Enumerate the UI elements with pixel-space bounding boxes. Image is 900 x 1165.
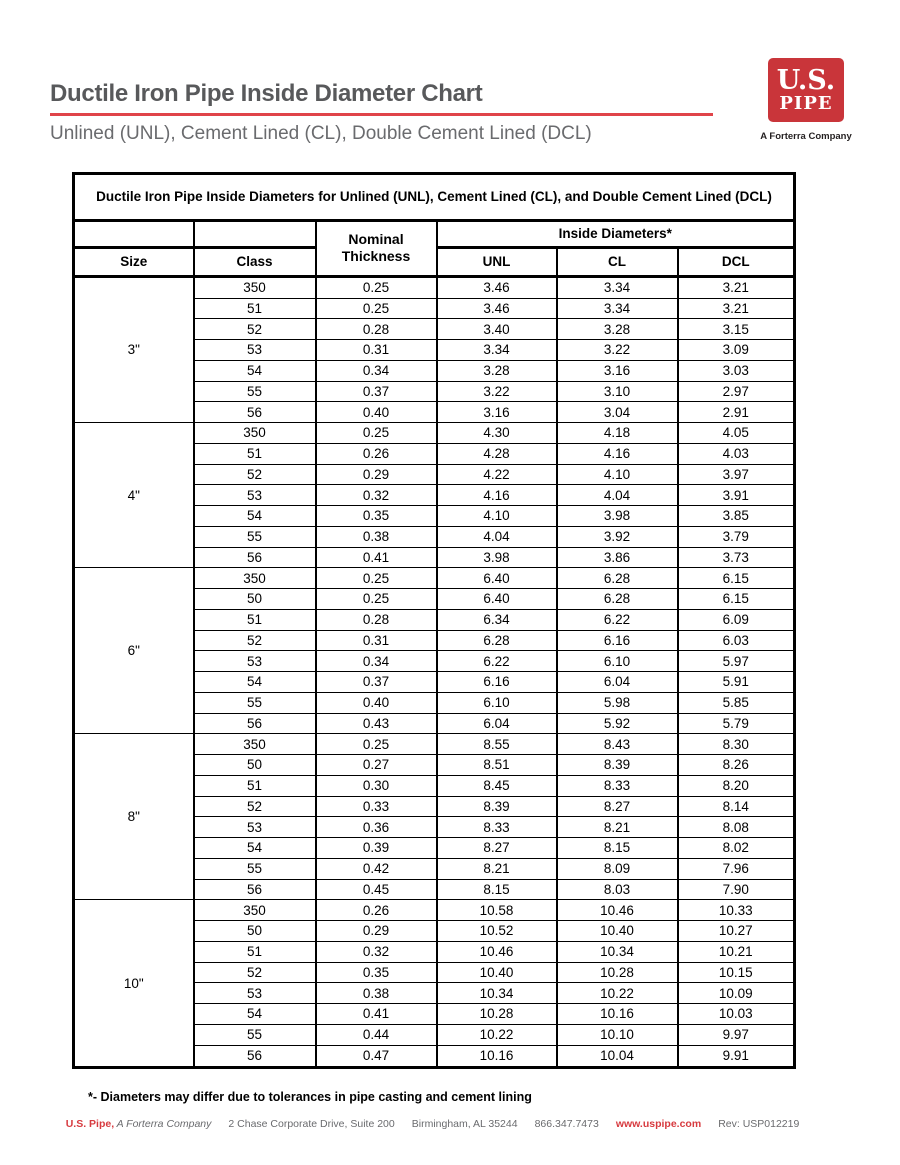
- thickness-cell: 0.42: [316, 858, 437, 879]
- unl-cell: 3.34: [437, 340, 557, 361]
- class-cell: 50: [194, 755, 316, 776]
- cl-cell: 6.16: [557, 630, 678, 651]
- unl-cell: 3.98: [437, 547, 557, 568]
- class-cell: 54: [194, 672, 316, 693]
- cl-cell: 3.34: [557, 298, 678, 319]
- unl-cell: 3.28: [437, 360, 557, 381]
- size-cell: 6": [74, 568, 194, 734]
- cl-cell: 10.28: [557, 962, 678, 983]
- thickness-cell: 0.26: [316, 900, 437, 921]
- dcl-cell: 3.73: [678, 547, 795, 568]
- title-rule: [50, 113, 713, 116]
- unl-cell: 8.39: [437, 796, 557, 817]
- dcl-cell: 4.05: [678, 423, 795, 444]
- class-cell: 55: [194, 526, 316, 547]
- unl-cell: 10.40: [437, 962, 557, 983]
- footnote: *- Diameters may differ due to tolerances in pipe casting and cement lining: [88, 1090, 532, 1104]
- class-cell: 54: [194, 360, 316, 381]
- header-nominal-thickness: Nominal Thickness: [316, 220, 437, 276]
- class-cell: 55: [194, 381, 316, 402]
- thickness-cell: 0.36: [316, 817, 437, 838]
- unl-cell: 6.16: [437, 672, 557, 693]
- unl-cell: 10.16: [437, 1045, 557, 1067]
- thickness-cell: 0.31: [316, 630, 437, 651]
- thickness-cell: 0.25: [316, 276, 437, 298]
- unl-cell: 4.30: [437, 423, 557, 444]
- class-cell: 54: [194, 1004, 316, 1025]
- unl-cell: 6.40: [437, 589, 557, 610]
- thickness-cell: 0.25: [316, 589, 437, 610]
- footer-website-link[interactable]: www.uspipe.com: [615, 1118, 702, 1130]
- dcl-cell: 3.21: [678, 276, 795, 298]
- class-cell: 350: [194, 900, 316, 921]
- class-cell: 56: [194, 713, 316, 734]
- thickness-cell: 0.28: [316, 609, 437, 630]
- thickness-cell: 0.25: [316, 568, 437, 589]
- cl-cell: 10.40: [557, 921, 678, 942]
- class-cell: 350: [194, 568, 316, 589]
- cl-cell: 6.22: [557, 609, 678, 630]
- class-cell: 350: [194, 734, 316, 755]
- thickness-cell: 0.38: [316, 526, 437, 547]
- cl-cell: 4.18: [557, 423, 678, 444]
- header-cl: CL: [557, 247, 678, 276]
- thickness-cell: 0.27: [316, 755, 437, 776]
- class-cell: 56: [194, 402, 316, 423]
- thickness-cell: 0.30: [316, 775, 437, 796]
- thickness-cell: 0.25: [316, 298, 437, 319]
- unl-cell: 4.28: [437, 443, 557, 464]
- class-cell: 350: [194, 276, 316, 298]
- unl-cell: 3.22: [437, 381, 557, 402]
- footer-company-suffix: A Forterra Company: [114, 1118, 212, 1130]
- thickness-cell: 0.44: [316, 1024, 437, 1045]
- unl-cell: 4.04: [437, 526, 557, 547]
- thickness-cell: 0.38: [316, 983, 437, 1004]
- class-cell: 55: [194, 858, 316, 879]
- class-cell: 55: [194, 692, 316, 713]
- dcl-cell: 3.91: [678, 485, 795, 506]
- header-dcl: DCL: [678, 247, 795, 276]
- thickness-cell: 0.37: [316, 381, 437, 402]
- unl-cell: 3.46: [437, 276, 557, 298]
- table-body: [74, 276, 795, 1068]
- dcl-cell: 10.03: [678, 1004, 795, 1025]
- unl-cell: 8.51: [437, 755, 557, 776]
- dcl-cell: 3.79: [678, 526, 795, 547]
- class-cell: 55: [194, 1024, 316, 1045]
- thickness-cell: 0.32: [316, 941, 437, 962]
- class-cell: 54: [194, 506, 316, 527]
- unl-cell: 10.28: [437, 1004, 557, 1025]
- dcl-cell: 9.91: [678, 1045, 795, 1067]
- cl-cell: 4.16: [557, 443, 678, 464]
- thickness-cell: 0.35: [316, 506, 437, 527]
- dcl-cell: 8.14: [678, 796, 795, 817]
- cl-cell: 8.43: [557, 734, 678, 755]
- dcl-cell: 10.21: [678, 941, 795, 962]
- dcl-cell: 8.02: [678, 838, 795, 859]
- dcl-cell: 9.97: [678, 1024, 795, 1045]
- unl-cell: 10.52: [437, 921, 557, 942]
- cl-cell: 3.86: [557, 547, 678, 568]
- class-cell: 54: [194, 838, 316, 859]
- unl-cell: 8.45: [437, 775, 557, 796]
- class-cell: 53: [194, 485, 316, 506]
- cl-cell: 10.22: [557, 983, 678, 1004]
- unl-cell: 6.10: [437, 692, 557, 713]
- unl-cell: 6.34: [437, 609, 557, 630]
- class-cell: 53: [194, 983, 316, 1004]
- unl-cell: 4.10: [437, 506, 557, 527]
- thickness-cell: 0.35: [316, 962, 437, 983]
- dcl-cell: 5.91: [678, 672, 795, 693]
- thickness-cell: 0.33: [316, 796, 437, 817]
- unl-cell: 4.16: [437, 485, 557, 506]
- dcl-cell: 3.09: [678, 340, 795, 361]
- cl-cell: 10.16: [557, 1004, 678, 1025]
- thickness-cell: 0.41: [316, 547, 437, 568]
- unl-cell: 10.58: [437, 900, 557, 921]
- header-class-spacer: [194, 220, 316, 247]
- dcl-cell: 6.15: [678, 568, 795, 589]
- cl-cell: 3.16: [557, 360, 678, 381]
- thickness-cell: 0.32: [316, 485, 437, 506]
- cl-cell: 8.03: [557, 879, 678, 900]
- dcl-cell: 3.21: [678, 298, 795, 319]
- table-row: [74, 568, 795, 589]
- cl-cell: 5.98: [557, 692, 678, 713]
- thickness-cell: 0.39: [316, 838, 437, 859]
- cl-cell: 10.34: [557, 941, 678, 962]
- thickness-cell: 0.29: [316, 464, 437, 485]
- thickness-cell: 0.28: [316, 319, 437, 340]
- cl-cell: 3.98: [557, 506, 678, 527]
- class-cell: 56: [194, 547, 316, 568]
- footer-revision: Rev: USP012219: [718, 1118, 800, 1130]
- dcl-cell: 4.03: [678, 443, 795, 464]
- class-cell: 52: [194, 319, 316, 340]
- header-inside-diameters: Inside Diameters*: [437, 220, 795, 247]
- dcl-cell: 10.15: [678, 962, 795, 983]
- thickness-cell: 0.43: [316, 713, 437, 734]
- thickness-cell: 0.34: [316, 360, 437, 381]
- table-row: [74, 276, 795, 298]
- footer-city: Birmingham, AL 35244: [411, 1118, 518, 1130]
- class-cell: 51: [194, 609, 316, 630]
- unl-cell: 3.46: [437, 298, 557, 319]
- thickness-cell: 0.34: [316, 651, 437, 672]
- cl-cell: 8.15: [557, 838, 678, 859]
- unl-cell: 6.22: [437, 651, 557, 672]
- cl-cell: 3.04: [557, 402, 678, 423]
- cl-cell: 10.10: [557, 1024, 678, 1045]
- table-title: Ductile Iron Pipe Inside Diameters for Unlined (UNL), Cement Lined (CL), and Double Cement Lined (DCL): [74, 174, 795, 221]
- page-subtitle: Unlined (UNL), Cement Lined (CL), Double Cement Lined (DCL): [50, 123, 592, 144]
- unl-cell: 6.28: [437, 630, 557, 651]
- footer-phone: 866.347.7473: [534, 1118, 599, 1130]
- footer-company: [66, 1118, 212, 1130]
- dcl-cell: 3.97: [678, 464, 795, 485]
- class-cell: 51: [194, 443, 316, 464]
- dcl-cell: 6.03: [678, 630, 795, 651]
- unl-cell: 3.40: [437, 319, 557, 340]
- unl-cell: 6.04: [437, 713, 557, 734]
- cl-cell: 6.04: [557, 672, 678, 693]
- dcl-cell: 2.91: [678, 402, 795, 423]
- table-row: [74, 734, 795, 755]
- unl-cell: 4.22: [437, 464, 557, 485]
- class-cell: 56: [194, 879, 316, 900]
- class-cell: 51: [194, 298, 316, 319]
- class-cell: 51: [194, 775, 316, 796]
- cl-cell: 8.27: [557, 796, 678, 817]
- class-cell: 52: [194, 464, 316, 485]
- cl-cell: 3.34: [557, 276, 678, 298]
- table-row: [74, 900, 795, 921]
- unl-cell: 10.34: [437, 983, 557, 1004]
- size-cell: 8": [74, 734, 194, 900]
- thickness-cell: 0.40: [316, 402, 437, 423]
- header-unl: UNL: [437, 247, 557, 276]
- cl-cell: 10.46: [557, 900, 678, 921]
- size-cell: 3": [74, 276, 194, 423]
- class-cell: 51: [194, 941, 316, 962]
- header-size: Size: [74, 247, 194, 276]
- cl-cell: 8.09: [557, 858, 678, 879]
- dcl-cell: 5.97: [678, 651, 795, 672]
- dcl-cell: 3.15: [678, 319, 795, 340]
- thickness-cell: 0.25: [316, 734, 437, 755]
- unl-cell: 10.22: [437, 1024, 557, 1045]
- unl-cell: 8.15: [437, 879, 557, 900]
- dcl-cell: 10.27: [678, 921, 795, 942]
- cl-cell: 3.28: [557, 319, 678, 340]
- unl-cell: 8.27: [437, 838, 557, 859]
- cl-cell: 4.10: [557, 464, 678, 485]
- header-size-spacer: [74, 220, 194, 247]
- cl-cell: 10.04: [557, 1045, 678, 1067]
- class-cell: 50: [194, 921, 316, 942]
- unl-cell: 10.46: [437, 941, 557, 962]
- header-class: Class: [194, 247, 316, 276]
- thickness-cell: 0.29: [316, 921, 437, 942]
- thickness-cell: 0.45: [316, 879, 437, 900]
- page-title: Ductile Iron Pipe Inside Diameter Chart: [50, 80, 483, 107]
- logo-text-us: U.S.: [776, 65, 836, 96]
- size-cell: 10": [74, 900, 194, 1068]
- dcl-cell: 6.15: [678, 589, 795, 610]
- dcl-cell: 5.79: [678, 713, 795, 734]
- thickness-cell: 0.37: [316, 672, 437, 693]
- thickness-cell: 0.41: [316, 1004, 437, 1025]
- cl-cell: 3.10: [557, 381, 678, 402]
- dcl-cell: 7.90: [678, 879, 795, 900]
- unl-cell: 8.21: [437, 858, 557, 879]
- dcl-cell: 5.85: [678, 692, 795, 713]
- dcl-cell: 2.97: [678, 381, 795, 402]
- thickness-cell: 0.40: [316, 692, 437, 713]
- dcl-cell: 3.85: [678, 506, 795, 527]
- class-cell: 350: [194, 423, 316, 444]
- diameter-table-container: [72, 172, 796, 1069]
- cl-cell: 3.92: [557, 526, 678, 547]
- class-cell: 50: [194, 589, 316, 610]
- cl-cell: 6.28: [557, 568, 678, 589]
- cl-cell: 5.92: [557, 713, 678, 734]
- thickness-cell: 0.26: [316, 443, 437, 464]
- cl-cell: 8.21: [557, 817, 678, 838]
- header-row-1: [74, 220, 795, 247]
- table-row: [74, 423, 795, 444]
- dcl-cell: 6.09: [678, 609, 795, 630]
- unl-cell: 6.40: [437, 568, 557, 589]
- dcl-cell: 10.09: [678, 983, 795, 1004]
- class-cell: 53: [194, 340, 316, 361]
- dcl-cell: 8.08: [678, 817, 795, 838]
- thickness-cell: 0.25: [316, 423, 437, 444]
- cl-cell: 8.39: [557, 755, 678, 776]
- cl-cell: 6.28: [557, 589, 678, 610]
- unl-cell: 8.33: [437, 817, 557, 838]
- footer: [65, 1118, 800, 1130]
- class-cell: 53: [194, 651, 316, 672]
- unl-cell: 3.16: [437, 402, 557, 423]
- class-cell: 52: [194, 630, 316, 651]
- class-cell: 52: [194, 796, 316, 817]
- footer-address: 2 Chase Corporate Drive, Suite 200: [228, 1118, 395, 1130]
- dcl-cell: 10.33: [678, 900, 795, 921]
- dcl-cell: 8.26: [678, 755, 795, 776]
- cl-cell: 8.33: [557, 775, 678, 796]
- size-cell: 4": [74, 423, 194, 568]
- dcl-cell: 7.96: [678, 858, 795, 879]
- dcl-cell: 8.30: [678, 734, 795, 755]
- logo-text-pipe: PIPE: [779, 93, 833, 114]
- thickness-cell: 0.47: [316, 1045, 437, 1067]
- thickness-cell: 0.31: [316, 340, 437, 361]
- dcl-cell: 8.20: [678, 775, 795, 796]
- dcl-cell: 3.03: [678, 360, 795, 381]
- us-pipe-logo: [768, 58, 844, 122]
- footer-company-name: U.S. Pipe,: [65, 1118, 115, 1130]
- class-cell: 53: [194, 817, 316, 838]
- class-cell: 52: [194, 962, 316, 983]
- unl-cell: 8.55: [437, 734, 557, 755]
- cl-cell: 4.04: [557, 485, 678, 506]
- table-title-row: [74, 174, 795, 221]
- cl-cell: 6.10: [557, 651, 678, 672]
- diameter-table: [72, 172, 796, 1069]
- cl-cell: 3.22: [557, 340, 678, 361]
- logo-tagline: A Forterra Company: [760, 131, 852, 142]
- class-cell: 56: [194, 1045, 316, 1067]
